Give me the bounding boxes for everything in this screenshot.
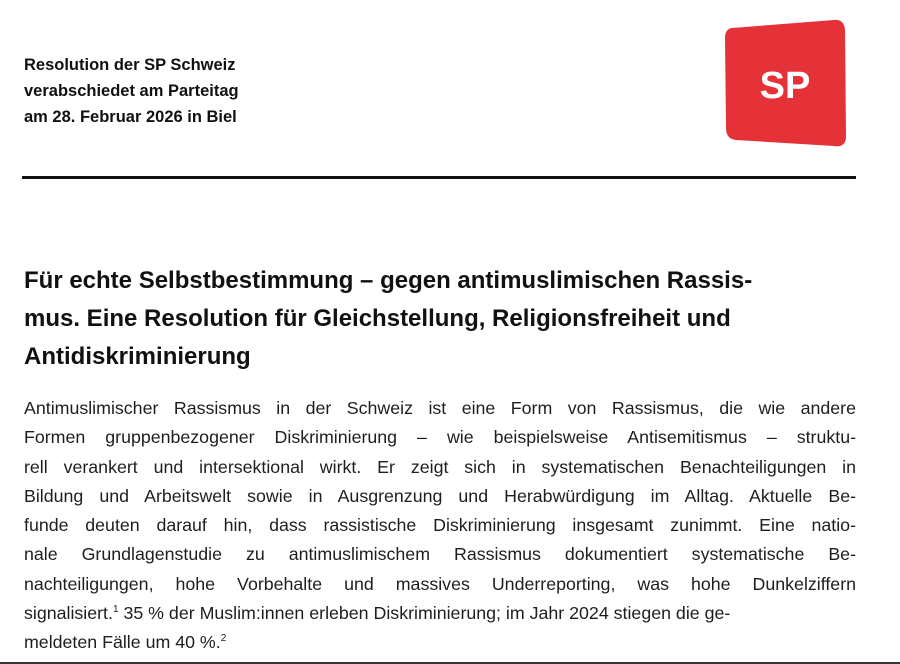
body-line: funde deuten darauf hin, dass rassistische Diskriminierung insgesamt zunimmt. Eine natio-	[24, 515, 856, 536]
body-line	[24, 628, 856, 657]
meta-line: am 28. Februar 2026 in Biel	[24, 108, 237, 126]
body-line: nachteiligungen, hohe Vorbehalte und massives Underreporting, was hohe Dunkelziffern	[24, 573, 856, 594]
resolution-title	[24, 262, 860, 376]
body-line	[24, 599, 856, 628]
footnote-ref-2[interactable]: 2	[220, 633, 227, 645]
body-line: Bildung und Arbeitswelt sowie in Ausgrenzung und Herabwürdigung im Alltag. Aktuelle Be-	[24, 485, 856, 506]
sp-logo-text: SP	[759, 65, 811, 107]
body-paragraph	[24, 394, 856, 658]
body-line: Formen gruppenbezogener Diskriminierung – wie beispielsweise Antisemitismus – struktu-	[24, 427, 856, 448]
sp-logo-shape	[722, 18, 848, 150]
title-line: Für echte Selbstbestimmung – gegen antimuslimischen Rassis-	[24, 267, 753, 294]
body-line: nale Grundlagenstudie zu antimuslimischem Rassismus dokumentiert systematische Be-	[24, 544, 856, 565]
meta-line: verabschiedet am Parteitag	[24, 82, 239, 100]
body-text: 35 % der Muslim:innen erleben Diskriminierung; im Jahr 2024 stiegen die ge-	[118, 603, 731, 624]
resolution-meta	[24, 52, 239, 130]
body-text: signalisiert.	[24, 603, 113, 624]
meta-line: Resolution der SP Schweiz	[24, 56, 236, 74]
body-line: Antimuslimischer Rassismus in der Schweiz ist eine Form von Rassismus, die wie andere	[24, 398, 856, 418]
body-text: meldeten Fälle um 40 %.	[24, 632, 221, 653]
title-line: mus. Eine Resolution für Gleichstellung, Religionsfreiheit und	[24, 305, 731, 332]
header-divider	[22, 176, 856, 179]
title-line: Antidiskriminierung	[24, 343, 251, 370]
sp-logo	[722, 18, 848, 150]
body-line: rell verankert und intersektional wirkt. Er zeigt sich in systematischen Benachteiligungen in	[24, 456, 856, 477]
footnote-ref-1[interactable]: 1	[112, 604, 119, 616]
